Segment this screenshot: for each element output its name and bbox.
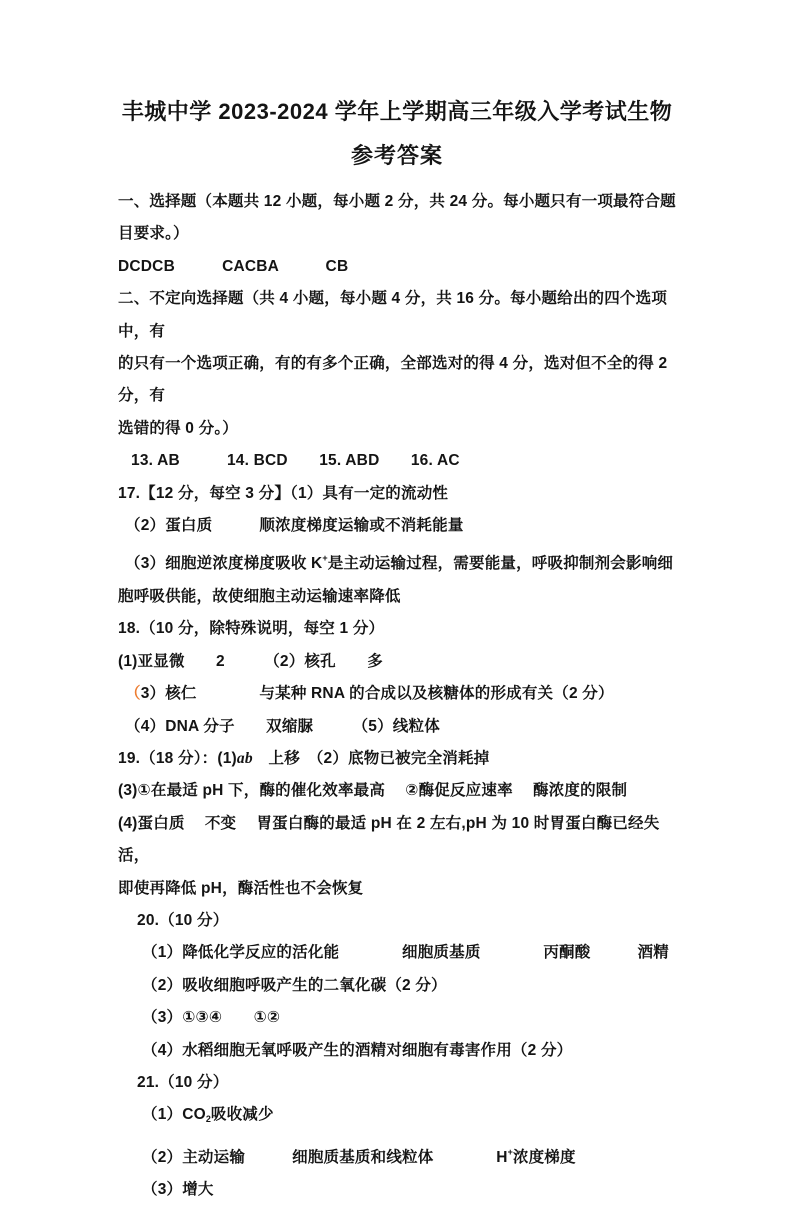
italic-ab-answer: ab — [236, 749, 253, 767]
section-2-answers: 13. AB 14. BCD 15. ABD 16. AC — [131, 452, 460, 470]
question-21-line-2 — [118, 1099, 682, 1135]
question-20-line-3: （2）吸收细胞呼吸产生的二氧化碳（2 分） — [142, 976, 447, 994]
question-18-line-4: （4）DNA 分子 双缩脲 （5）线粒体 — [125, 717, 440, 735]
exam-title: 丰城中学 2023-2024 学年上学期高三年级入学考试生物 — [121, 99, 673, 124]
k-plus-superscript: + — [322, 553, 328, 564]
question-20-line-1: 20.（10 分） — [137, 911, 229, 929]
question-19-line-1 — [118, 743, 682, 775]
question-19-line-2: (3)①在最适 pH 下，酶的催化效率最高 ②酶促反应速率 酶浓度的限制 — [118, 782, 628, 800]
section-2-heading-line-3: 选错的得 0 分。） — [118, 419, 238, 437]
question-21-line-3-text: （2）主动运输 细胞质基质和线粒体 H — [142, 1148, 508, 1166]
section-2-heading-line-1: 二、不定向选择题（共 4 小题，每小题 4 分，共 16 分。每小题给出的四个选项中，有 — [118, 290, 668, 340]
question-21-line-3-continuation: 浓度梯度 — [512, 1148, 576, 1166]
question-17-line-3-text: （3）细胞逆浓度梯度吸收 K — [125, 555, 323, 573]
question-17-line-2: （2）蛋白质 顺浓度梯度运输或不消耗能量 — [125, 517, 464, 535]
question-20-line-4: （3）①③④ ①② — [142, 1009, 281, 1027]
section-1-heading: 一、选择题（本题共 12 小题，每小题 2 分，共 24 分。每小题只有一项最符合题目要求。） — [118, 193, 676, 243]
question-18-line-3-text: 3）核仁 与某种 RNA 的合成以及核糖体的形成有关（2 分） — [140, 685, 614, 703]
question-21-line-3 — [118, 1136, 682, 1174]
answer-key-body — [0, 186, 794, 1207]
question-17-line-3 — [118, 542, 682, 580]
question-17-line-4: 胞呼吸供能，故使细胞主动运输速率降低 — [118, 587, 401, 605]
question-21-line-2-text: （1）CO — [142, 1106, 206, 1124]
question-17-line-3-continuation: 是主动运输过程，需要能量，呼吸抑制剂会影响细 — [327, 555, 674, 573]
question-19-line-1-text: 19.（18 分）：(1) — [118, 749, 237, 767]
h-plus-superscript: + — [507, 1146, 513, 1157]
question-19-line-4: 即使再降低 pH，酶活性也不会恢复 — [118, 879, 364, 897]
question-20-line-2: （1）降低化学反应的活化能 细胞质基质 丙酮酸 酒精 — [142, 944, 669, 962]
answer-key-heading: 参考答案 — [350, 143, 443, 168]
question-21-line-4: （3）增大 — [142, 1181, 214, 1199]
question-21-line-1: 21.（10 分） — [137, 1073, 229, 1091]
co2-subscript: 2 — [205, 1114, 211, 1125]
section-1-answers: DCDCB CACBA CB — [118, 257, 349, 275]
question-18-line-1: 18.（10 分，除特殊说明，每空 1 分） — [118, 620, 385, 638]
question-17-line-1: 17.【12 分，每空 3 分】（1）具有一定的流动性 — [118, 484, 449, 502]
question-21-line-2-continuation: 吸收减少 — [210, 1106, 274, 1124]
question-18-line-3 — [118, 678, 682, 710]
orange-open-parenthesis: （ — [125, 685, 141, 703]
question-18-line-2: (1)亚显微 2 （2）核孔 多 — [118, 652, 383, 670]
question-19-line-1-continuation: 上移 （2）底物已被完全消耗掉 — [252, 749, 490, 767]
section-2-heading-line-2: 的只有一个选项正确，有的有多个正确，全部选对的得 4 分，选对但不全的得 2 分，有 — [118, 355, 672, 405]
question-19-line-3: (4)蛋白质 不变 胃蛋白酶的最适 pH 在 2 左右,pH 为 10 时胃蛋白酶已经失活， — [118, 814, 660, 865]
question-20-line-5: （4）水稻细胞无氧呼吸产生的酒精对细胞有毒害作用（2 分） — [142, 1041, 573, 1059]
